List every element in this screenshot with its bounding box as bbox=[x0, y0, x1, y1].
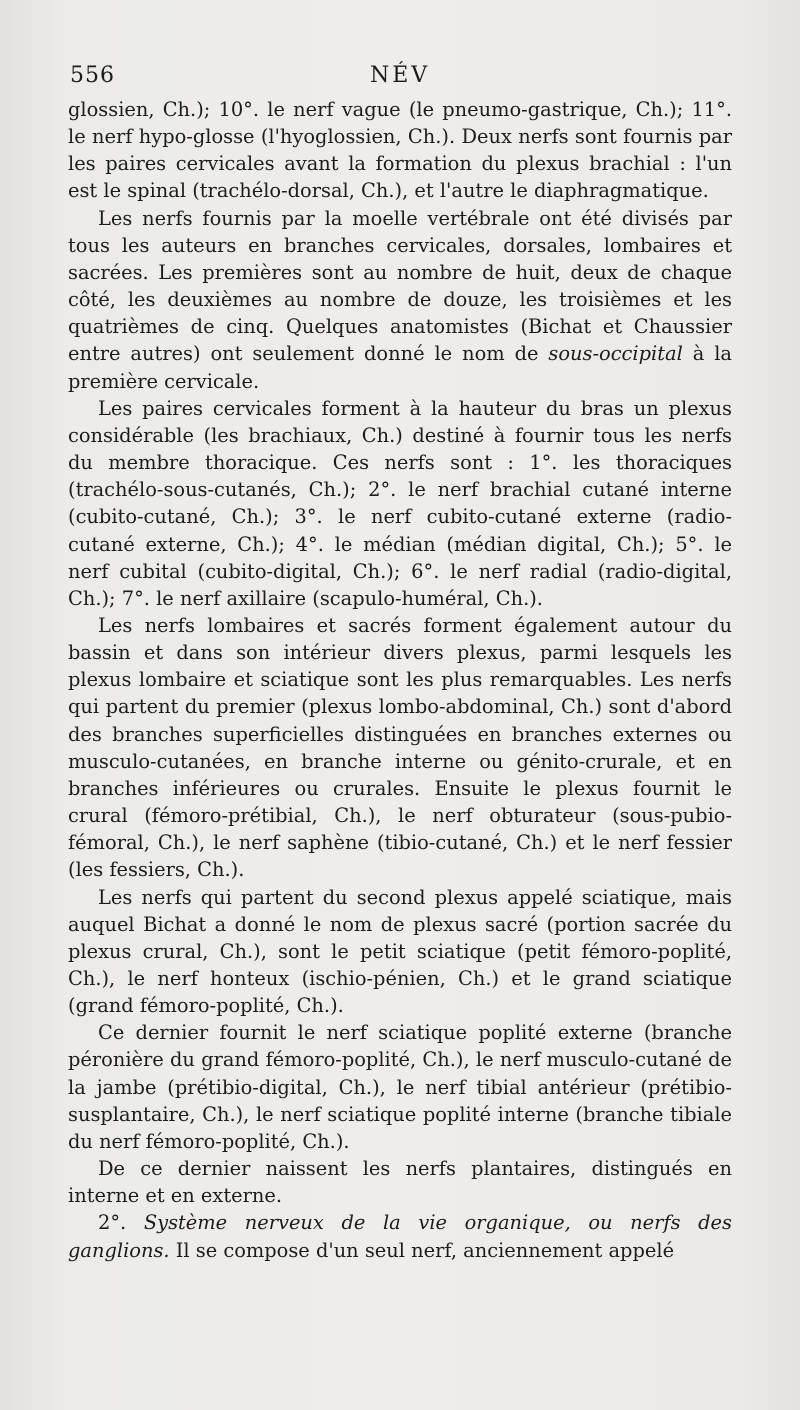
page-header bbox=[70, 58, 732, 94]
paragraph-7-text: De ce dernier naissent les nerfs plantaires, distingués en interne et en externe. bbox=[68, 1157, 732, 1208]
paragraph-8-italic-heading: Système nerveux de la vie organique, ou nerfs des ganglions. bbox=[68, 1211, 732, 1262]
paragraph-2 bbox=[68, 205, 732, 395]
paragraph-2-italic-term: sous-occipital bbox=[548, 342, 683, 366]
paragraph-6 bbox=[68, 1019, 732, 1155]
paragraph-7 bbox=[68, 1155, 732, 1209]
paragraph-3 bbox=[68, 395, 732, 612]
paragraph-2-text-after: à la première cervicale. bbox=[68, 342, 732, 393]
paragraph-8-text-before: 2°. bbox=[98, 1211, 127, 1235]
paragraph-1-text: glossien, Ch.); 10°. le nerf vague (le pneumo-gastrique, Ch.); 11°. le nerf hypo-glosse (l'hyoglossien, Ch.). Deux nerfs sont fournis par les paires cervicales avant la formation du plexus brachial : l'un est le spinal (trachélo-dorsal, Ch.), et l'autre le diaphragmatique. bbox=[68, 98, 732, 203]
paragraph-4 bbox=[68, 612, 732, 884]
paragraph-2-text-before: Les nerfs fournis par la moelle vertébrale ont été divisés par tous les auteurs en branches cervicales, dorsales, lombaires et sacrées. Les premières sont au nombre de huit, deux de chaque côté, les deuxièmes au nombre de douze, les troisièmes et les quatrièmes de cinq. Quelques anatomistes (Bichat et Chaussier entre autres) ont seulement donné le nom de bbox=[68, 206, 732, 366]
paragraph-4-text: Les nerfs lombaires et sacrés forment également autour du bassin et dans son intérieur divers plexus, parmi lesquels les plexus lombaire et sciatique sont les plus remarquables. Les nerfs qui partent du premier (plexus lombo-abdominal, Ch.) sont d'abord des branches superficielles distinguées en branches externes ou musculo-cutanées, en branche interne ou génito-crurale, et en branches inférieures ou crurales. Ensuite le plexus fournit le crural (fémoro-prétibial, Ch.), le nerf obturateur (sous-pubio-fémoral, Ch.), le nerf saphène (tibio-cutané, Ch.) et le nerf fessier (les fessiers, Ch.). bbox=[68, 613, 732, 882]
page-number: 556 bbox=[70, 63, 115, 88]
body-text bbox=[68, 96, 732, 1264]
paragraph-6-text: Ce dernier fournit le nerf sciatique poplité externe (branche péronière du grand fémoro-poplité, Ch.), le nerf musculo-cutané de la jambe (prétibio-digital, Ch.), le nerf tibial antérieur (prétibio-susplantaire, Ch.), le nerf sciatique poplité interne (branche tibiale du nerf fémoro-poplité, Ch.). bbox=[68, 1021, 732, 1153]
paragraph-1 bbox=[68, 96, 732, 205]
paragraph-5 bbox=[68, 884, 732, 1020]
paragraph-3-text: Les paires cervicales forment à la hauteur du bras un plexus considérable (les brachiaux, Ch.) destiné à fournir tous les nerfs du membre thoracique. Ces nerfs sont : 1°. les thoraciques (trachélo-sous-cutanés, Ch.); 2°. le nerf brachial cutané interne (cubito-cutané, Ch.); 3°. le nerf cubito-cutané externe (radio-cutané externe, Ch.); 4°. le médian (médian digital, Ch.); 5°. le nerf cubital (cubito-digital, Ch.); 6°. le nerf radial (radio-digital, Ch.); 7°. le nerf axillaire (scapulo-huméral, Ch.). bbox=[68, 396, 732, 610]
paragraph-5-text: Les nerfs qui partent du second plexus appelé sciatique, mais auquel Bichat a donné le nom de plexus sacré (portion sacrée du plexus crural, Ch.), sont le petit sciatique (petit fémoro-poplité, Ch.), le nerf honteux (ischio-pénien, Ch.) et le grand sciatique (grand fémoro-poplité, Ch.). bbox=[68, 885, 732, 1018]
paragraph-8 bbox=[68, 1209, 732, 1263]
paragraph-8-text-after: Il se compose d'un seul nerf, anciennement appelé bbox=[175, 1238, 675, 1262]
running-head: NÉV bbox=[370, 63, 431, 88]
